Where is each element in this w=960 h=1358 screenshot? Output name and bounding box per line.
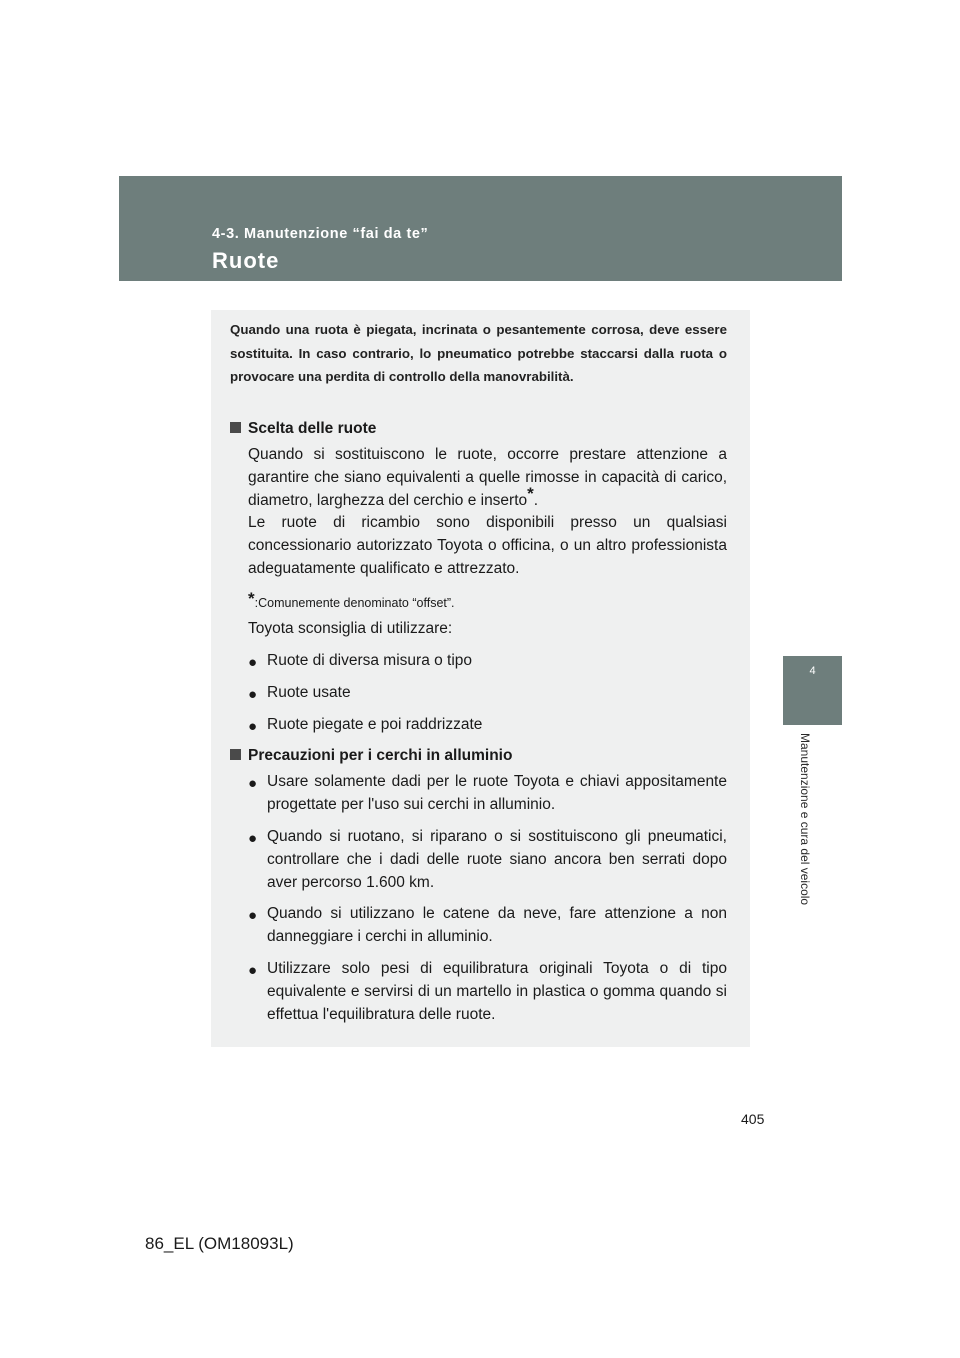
- round-bullet-icon: ●: [248, 718, 258, 735]
- page-title: Ruote: [212, 248, 280, 273]
- intro-paragraph: Quando una ruota è piegata, incrinata o pesantemente corrosa, deve essere sostituita. In caso contrario, lo pneumatico potrebbe staccarsi dalla ruota o provocare una perdita di controllo della manovrabilità.: [230, 322, 727, 384]
- offset-footnote: [248, 589, 455, 610]
- advice-intro: Toyota sconsiglia di utilizzare:: [248, 620, 453, 637]
- list-item: [248, 650, 727, 673]
- round-bullet-icon: ●: [248, 830, 258, 847]
- list-item-text: Ruote di diversa misura o tipo: [267, 652, 473, 669]
- subheading-alloy-precautions: [230, 747, 512, 765]
- subheading-wheel-selection: [230, 420, 376, 438]
- selection-paragraph-end: .: [533, 491, 539, 509]
- footnote-asterisk: *: [248, 589, 255, 608]
- list-item-text: Ruote piegate e poi raddrizzate: [267, 716, 483, 733]
- list-item-text: Quando si utilizzano le catene da neve, fare attenzione a non danneggiare i cerchi in alluminio.: [267, 905, 727, 945]
- selection-paragraph-text: Quando si sostituiscono le ruote, occorre prestare attenzione a garantire che siano equivalenti a quelle rimosse in capacità di carico, diametro, larghezza del cerchio e inserto: [248, 446, 727, 509]
- page-number: 405: [741, 1111, 765, 1127]
- round-bullet-icon: ●: [248, 775, 258, 792]
- round-bullet-icon: ●: [248, 907, 258, 924]
- footnote-text: :Comunemente denominato “offset”.: [254, 596, 455, 610]
- dealer-paragraph: Le ruote di ricambio sono disponibili presso un qualsiasi concessionario autorizzato Toyota o officina, o un altro professionista adeguatamente qualificato e attrezzato.: [248, 514, 727, 577]
- list-item: [248, 958, 727, 1026]
- round-bullet-icon: ●: [248, 654, 258, 671]
- list-item: [248, 682, 727, 705]
- selection-paragraph: [248, 444, 727, 512]
- round-bullet-icon: ●: [248, 962, 258, 979]
- asterisk-marker: *: [527, 483, 534, 503]
- chapter-tab[interactable]: [783, 656, 842, 725]
- subheading-text: Scelta delle ruote: [248, 420, 377, 437]
- list-item-text: Ruote usate: [267, 684, 351, 701]
- list-item: [248, 714, 727, 737]
- round-bullet-icon: ●: [248, 686, 258, 703]
- chapter-title-vertical: Manutenzione e cura del veicolo: [798, 733, 812, 906]
- section-label: 4-3. Manutenzione “fai da te”: [212, 226, 429, 242]
- list-item-text: Quando si ruotano, si riparano o si sostituiscono gli pneumatici, controllare che i dadi delle ruote siano ancora ben serrati dopo aver percorso 1.600 km.: [267, 828, 727, 891]
- chapter-tab-number: 4: [809, 665, 816, 677]
- subheading-text: Precauzioni per i cerchi in alluminio: [248, 747, 513, 764]
- list-item-text: Utilizzare solo pesi di equilibratura originali Toyota o di tipo equivalente e servirsi di un martello in plastica o gomma quando si effettua l'equilibratura delle ruote.: [267, 960, 727, 1023]
- square-bullet-icon: [230, 749, 241, 760]
- square-bullet-icon: [230, 422, 241, 433]
- list-item: [248, 903, 727, 949]
- list-item: [248, 826, 727, 894]
- list-item-text: Usare solamente dadi per le ruote Toyota e chiavi appositamente progettate per l'uso sui cerchi in alluminio.: [267, 773, 727, 813]
- document-code: 86_EL (OM18093L): [145, 1234, 294, 1253]
- list-item: [248, 771, 727, 817]
